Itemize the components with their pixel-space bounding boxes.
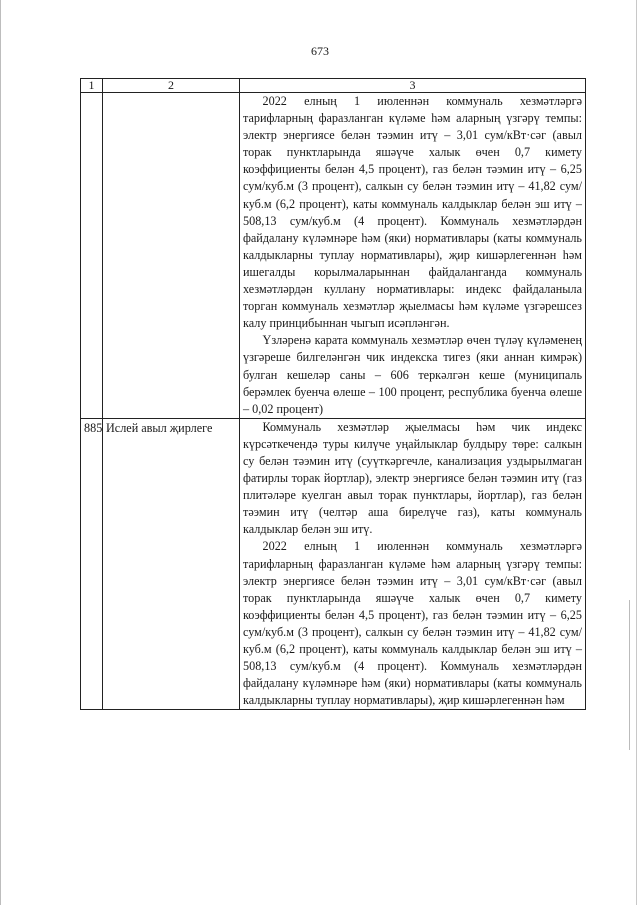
row-description [240,418,586,710]
table-row [81,93,586,419]
region-name: Ислей авыл җирлеге [103,418,240,710]
region-name [103,93,240,419]
row-number [81,93,103,419]
paragraph: 2022 елның 1 июленнән коммуналь хезмәтләргә тарифларның фаразланган күләме һәм аларның үзгәрү темпы: электр энергиясе белән тәэмин итү – 3,01 сум/кВт·сәг (авыл торак пунктларында яшәүче халык өчен 0,7 кимету коэффициенты белән 4,5 процент), газ белән тәэмин итү – 6,25 сум/куб.м (3 процент), салкын су белән тәэмин итү – 41,82 сум/куб.м (6,2 процент), каты коммуналь калдыклар белән эш итү – 508,13 сум/куб.м (4 процент). Коммуналь хезмәтләрдән файдалану күләмнәре һәм (яки) нормативлары (каты коммуналь калдыкларны туплау нормативлары), җир кишәрлегеннән һәм ишегалды корылмаларыннан файдаланганда коммуналь хезмәтләрдән куллану нормативлары: индекс файдаланыла торган коммуналь хезмәтләр җыелмасы һәм күләме үзгәрешсез калу принцибыннан чыгып исәпләнгән. [243,94,582,331]
row-number: 885 [81,418,103,710]
scan-right-mark [629,600,630,750]
paragraph: 2022 елның 1 июленнән коммуналь хезмәтләргә тарифларның фаразланган күләме һәм аларның үзгәрү темпы: электр энергиясе белән тәэмин итү – 3,01 сум/кВт·сәг (авыл торак пунктларында яшәүче халык өчен 0,7 кимету коэффициенты белән 4,5 процент), газ белән тәэмин итү – 6,25 сум/куб.м (3 процент), салкын су белән тәэмин итү – 41,82 сум/куб.м (6,2 процент), каты коммуналь калдыклар белән эш итү – 508,13 сум/куб.м (4 процент). Коммуналь хезмәтләрдән файдалану күләмнәре һәм (яки) нормативлары (каты коммуналь калдыкларны туплау нормативлары), җир кишәрлегеннән һәм [243,539,582,708]
header-cell-2: 2 [103,79,240,93]
header-cell-3: 3 [240,79,586,93]
document-table [80,78,586,710]
page-number: 673 [311,44,329,58]
header-cell-1: 1 [81,79,103,93]
row-description [240,93,586,419]
scan-right-edge [636,0,637,905]
paragraph: Коммуналь хезмәтләр җыелмасы һәм чик индекс күрсәткечендә туры килүче уңайлыклар булдыру төре: салкын су белән тәэмин итү (суүткәргечле, канализация уздырылмаган фатирлы торак йортлар), электр энергиясе белән тәэмин итү (газ плитәләре куелган авыл торак пунктлары, йортлар), газ белән тәэмин итү (челтәр аша бирелүче газ), каты коммуналь калдыклар белән эш итү. [243,419,582,537]
table-header-row [81,79,586,93]
scan-left-edge [0,0,1,905]
table-row [81,418,586,710]
paragraph: Үзләренә карата коммуналь хезмәтләр өчен түләү күләменең үзгәреше билгеләнгән чик индекска тигез (яки аннан кимрәк) булган кешеләр саны – 606 теркәлгән кеше (муниципаль берәмлек буенча өлеше – 100 процент, республика буенча өлеше – 0,02 процент) [243,333,582,416]
